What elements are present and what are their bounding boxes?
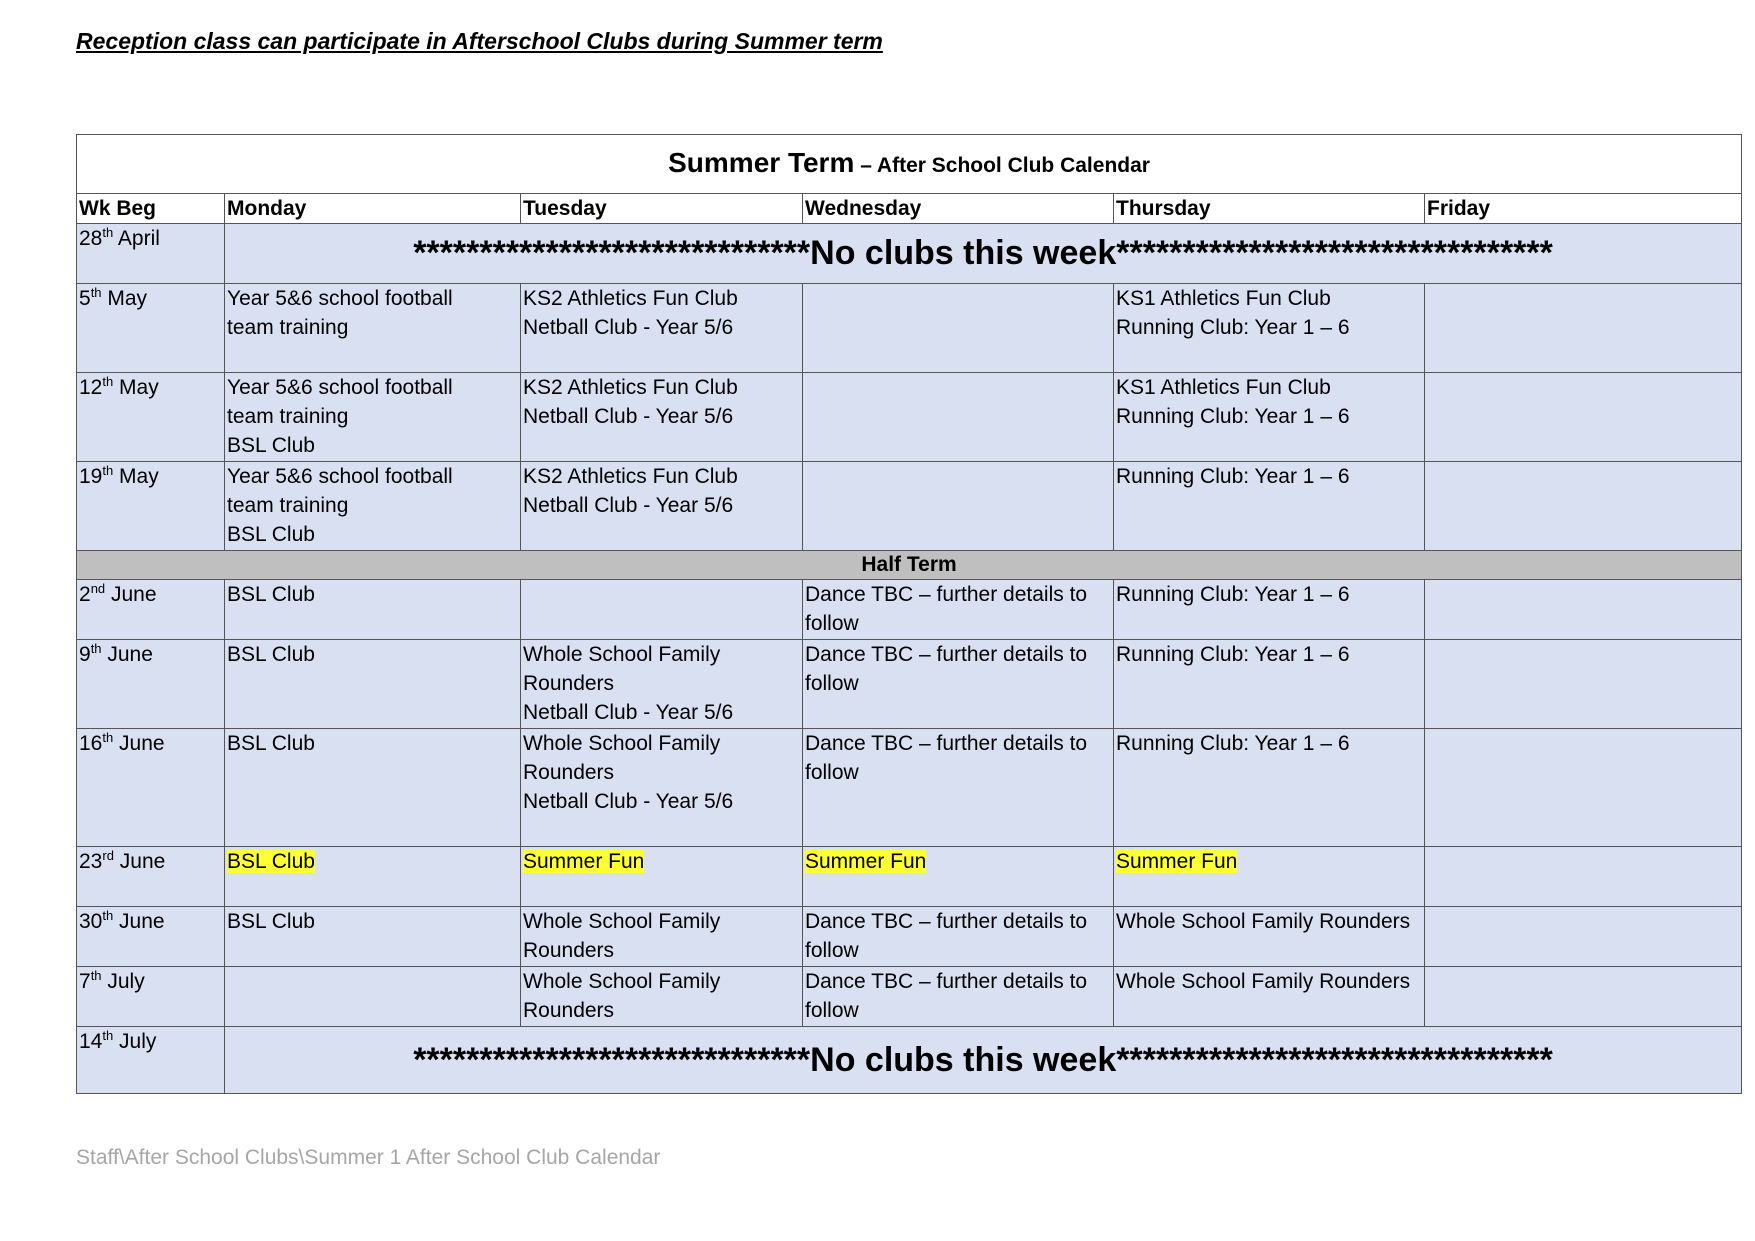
no-clubs-banner: ******************************No clubs this week********************************* (225, 1027, 1742, 1094)
club-cell-tue (521, 284, 803, 373)
club-entry-text: follow (805, 761, 859, 784)
club-entry (805, 609, 1111, 638)
club-entry-text: Running Club: Year 1 – 6 (1116, 465, 1350, 488)
club-entry (523, 907, 800, 936)
header-friday: Friday (1425, 194, 1742, 224)
club-entry-text: Netball Club - Year 5/6 (523, 790, 734, 813)
week-month: June (119, 732, 165, 755)
club-cell-mon (225, 373, 521, 462)
club-entry (523, 729, 800, 758)
club-entry (1116, 462, 1422, 491)
club-entry (1116, 847, 1422, 876)
week-day-suffix: th (102, 374, 114, 389)
club-entry-text: Year 5&6 school football (227, 465, 453, 488)
week-month: July (119, 1030, 157, 1053)
title-row (77, 135, 1742, 194)
club-entry-text: Dance TBC – further details to (805, 732, 1088, 755)
club-entry-text: follow (805, 672, 859, 695)
club-entry-text: follow (805, 612, 859, 635)
club-entry-text: BSL Club (227, 583, 315, 606)
week-month: May (119, 376, 159, 399)
club-cell-thu (1114, 462, 1425, 551)
club-entry-text: follow (805, 939, 859, 962)
week-row (77, 1027, 1742, 1094)
club-entry-text: KS1 Athletics Fun Club (1116, 376, 1331, 399)
week-beginning (77, 284, 225, 373)
club-entry (523, 491, 800, 520)
club-entry (805, 669, 1111, 698)
club-cell-tue (521, 580, 803, 640)
club-entry-text: Dance TBC – further details to (805, 583, 1088, 606)
week-day: 28 (79, 227, 103, 250)
club-cell-fri (1425, 284, 1742, 373)
club-entry (805, 967, 1111, 996)
week-row (77, 640, 1742, 729)
club-entry-text: team training (227, 405, 349, 428)
club-entry (523, 847, 800, 876)
club-entry (523, 284, 800, 313)
calendar-title-main: Summer Term (668, 147, 855, 178)
week-day: 12 (79, 376, 103, 399)
week-day: 23 (79, 850, 103, 873)
club-entry (1116, 967, 1422, 996)
club-cell-mon (225, 907, 521, 967)
club-entry (805, 907, 1111, 936)
week-beginning (77, 580, 225, 640)
club-cell-tue (521, 967, 803, 1027)
club-entry (523, 373, 800, 402)
week-day: 14 (79, 1030, 103, 1053)
club-cell-fri (1425, 847, 1742, 907)
week-day-suffix: th (90, 641, 102, 656)
club-entry (523, 967, 800, 996)
week-day: 2 (79, 583, 91, 606)
club-entry (227, 640, 518, 669)
club-cell-thu (1114, 373, 1425, 462)
club-entry-text: Running Club: Year 1 – 6 (1116, 583, 1350, 606)
club-cell-tue (521, 462, 803, 551)
club-entry-text: Summer Fun (523, 850, 645, 873)
club-entry-text: Dance TBC – further details to (805, 970, 1088, 993)
club-entry-text: Running Club: Year 1 – 6 (1116, 405, 1350, 428)
club-cell-mon (225, 580, 521, 640)
week-month: May (119, 465, 159, 488)
header-wednesday: Wednesday (803, 194, 1114, 224)
club-entry-text: Rounders (523, 672, 615, 695)
page-heading: Reception class can participate in Afterschool Clubs during Summer term (76, 28, 883, 54)
club-cell-wed (803, 967, 1114, 1027)
week-beginning (77, 729, 225, 847)
club-entry (227, 580, 518, 609)
club-cell-thu (1114, 640, 1425, 729)
week-beginning (77, 847, 225, 907)
club-entry (227, 491, 518, 520)
club-cell-mon (225, 967, 521, 1027)
club-entry-text: KS2 Athletics Fun Club (523, 287, 738, 310)
club-entry-text: BSL Club (227, 434, 315, 457)
club-cell-wed (803, 640, 1114, 729)
week-month: June (119, 850, 166, 873)
club-cell-mon (225, 640, 521, 729)
calendar-title (77, 135, 1742, 194)
week-beginning (77, 373, 225, 462)
week-day-suffix: th (102, 730, 114, 745)
club-cell-fri (1425, 462, 1742, 551)
club-entry-text: Dance TBC – further details to (805, 643, 1088, 666)
club-entry (1116, 402, 1422, 431)
week-row (77, 907, 1742, 967)
club-cell-fri (1425, 373, 1742, 462)
week-day-suffix: nd (90, 581, 106, 596)
club-entry-text: follow (805, 999, 859, 1022)
week-day: 16 (79, 732, 103, 755)
week-beginning (77, 1027, 225, 1094)
club-entry-text: Summer Fun (1116, 850, 1238, 873)
club-cell-mon (225, 462, 521, 551)
club-entry-text: Whole School Family (523, 643, 721, 666)
club-entry-text: team training (227, 316, 349, 339)
club-entry (227, 373, 518, 402)
calendar-title-sub: – After School Club Calendar (860, 154, 1150, 177)
week-day-suffix: th (102, 463, 114, 478)
week-day: 7 (79, 970, 91, 993)
club-entry-text: Year 5&6 school football (227, 376, 453, 399)
club-cell-wed (803, 462, 1114, 551)
week-beginning (77, 967, 225, 1027)
club-entry (523, 758, 800, 787)
club-entry-text: Whole School Family (523, 910, 721, 933)
club-entry-text: BSL Club (227, 523, 315, 546)
week-month: June (111, 583, 157, 606)
club-entry (1116, 373, 1422, 402)
club-entry (1116, 580, 1422, 609)
club-entry (523, 996, 800, 1025)
week-row (77, 224, 1742, 284)
header-week: Wk Beg (77, 194, 225, 224)
club-cell-mon (225, 847, 521, 907)
club-cell-wed (803, 729, 1114, 847)
week-day-suffix: th (90, 285, 102, 300)
club-entry-text: BSL Club (227, 732, 315, 755)
week-day-suffix: th (102, 908, 114, 923)
club-entry-text: Rounders (523, 999, 615, 1022)
club-cell-fri (1425, 580, 1742, 640)
club-entry-text: team training (227, 494, 349, 517)
club-entry (805, 996, 1111, 1025)
club-entry-text: Whole School Family (523, 732, 721, 755)
week-beginning (77, 224, 225, 284)
header-thursday: Thursday (1114, 194, 1425, 224)
club-entry-text: Netball Club - Year 5/6 (523, 405, 734, 428)
week-row (77, 284, 1742, 373)
club-cell-wed (803, 907, 1114, 967)
club-cell-wed (803, 373, 1114, 462)
club-entry (227, 847, 518, 876)
club-cell-thu (1114, 967, 1425, 1027)
week-row (77, 847, 1742, 907)
club-entry (523, 787, 800, 816)
header-row (77, 194, 1742, 224)
club-entry (227, 520, 518, 549)
club-entry-text: BSL Club (227, 850, 315, 873)
club-entry (805, 847, 1111, 876)
club-entry-text: BSL Club (227, 643, 315, 666)
club-entry-text: Whole School Family Rounders (1116, 910, 1411, 933)
club-cell-thu (1114, 580, 1425, 640)
club-entry-text: Running Club: Year 1 – 6 (1116, 316, 1350, 339)
week-row (77, 967, 1742, 1027)
club-entry-text: KS1 Athletics Fun Club (1116, 287, 1331, 310)
week-day: 30 (79, 910, 103, 933)
club-entry-text: Rounders (523, 939, 615, 962)
club-entry-text: Dance TBC – further details to (805, 910, 1088, 933)
week-beginning (77, 640, 225, 729)
club-entry-text: Rounders (523, 761, 615, 784)
week-day-suffix: rd (102, 848, 114, 863)
club-cell-wed (803, 284, 1114, 373)
club-entry (523, 669, 800, 698)
club-entry (523, 313, 800, 342)
club-cell-wed (803, 580, 1114, 640)
club-entry (805, 580, 1111, 609)
club-entry (227, 313, 518, 342)
club-entry-text: Whole School Family Rounders (1116, 970, 1411, 993)
club-entry (1116, 284, 1422, 313)
club-entry (523, 402, 800, 431)
week-day-suffix: th (90, 968, 102, 983)
club-entry (227, 462, 518, 491)
club-entry (1116, 313, 1422, 342)
club-cell-fri (1425, 907, 1742, 967)
club-entry (227, 729, 518, 758)
week-row (77, 373, 1742, 462)
club-entry-text: KS2 Athletics Fun Club (523, 465, 738, 488)
half-term-row (77, 551, 1742, 580)
half-term-label: Half Term (77, 551, 1742, 580)
club-entry (227, 907, 518, 936)
club-entry-text: Running Club: Year 1 – 6 (1116, 732, 1350, 755)
club-cell-mon (225, 284, 521, 373)
header-tuesday: Tuesday (521, 194, 803, 224)
club-calendar-table (76, 134, 1742, 1094)
club-cell-mon (225, 729, 521, 847)
club-cell-tue (521, 373, 803, 462)
club-entry (523, 462, 800, 491)
club-cell-tue (521, 907, 803, 967)
club-entry (1116, 729, 1422, 758)
club-cell-tue (521, 847, 803, 907)
header-monday: Monday (225, 194, 521, 224)
club-entry-text: Summer Fun (805, 850, 927, 873)
week-month: May (107, 287, 148, 310)
club-entry-text: KS2 Athletics Fun Club (523, 376, 738, 399)
no-clubs-banner: ******************************No clubs this week********************************* (225, 224, 1742, 284)
file-path-footer: Staff\After School Clubs\Summer 1 After School Club Calendar (76, 1146, 661, 1169)
club-entry (227, 284, 518, 313)
week-day: 9 (79, 643, 91, 666)
club-entry (227, 402, 518, 431)
club-entry (227, 431, 518, 460)
club-cell-thu (1114, 284, 1425, 373)
club-entry (805, 936, 1111, 965)
club-entry-text: Year 5&6 school football (227, 287, 453, 310)
club-entry (805, 640, 1111, 669)
club-cell-thu (1114, 847, 1425, 907)
club-entry-text: Running Club: Year 1 – 6 (1116, 643, 1350, 666)
week-day-suffix: th (102, 225, 114, 240)
club-entry (1116, 640, 1422, 669)
week-month: June (107, 643, 153, 666)
club-cell-thu (1114, 729, 1425, 847)
club-entry (805, 758, 1111, 787)
club-cell-tue (521, 729, 803, 847)
club-entry-text: Netball Club - Year 5/6 (523, 494, 734, 517)
club-entry (1116, 907, 1422, 936)
club-cell-wed (803, 847, 1114, 907)
club-cell-fri (1425, 967, 1742, 1027)
club-entry (523, 640, 800, 669)
club-cell-tue (521, 640, 803, 729)
week-row (77, 580, 1742, 640)
week-month: April (117, 227, 160, 250)
club-entry (523, 936, 800, 965)
club-entry-text: Whole School Family (523, 970, 721, 993)
club-entry-text: Netball Club - Year 5/6 (523, 316, 734, 339)
club-cell-fri (1425, 729, 1742, 847)
week-month: July (107, 970, 145, 993)
week-row (77, 729, 1742, 847)
week-day: 5 (79, 287, 91, 310)
club-entry (805, 729, 1111, 758)
club-cell-fri (1425, 640, 1742, 729)
week-month: June (119, 910, 165, 933)
club-entry-text: Netball Club - Year 5/6 (523, 701, 734, 724)
club-entry (523, 698, 800, 727)
week-day-suffix: th (102, 1028, 114, 1043)
week-beginning (77, 907, 225, 967)
week-row (77, 462, 1742, 551)
week-day: 19 (79, 465, 103, 488)
club-cell-thu (1114, 907, 1425, 967)
club-entry-text: BSL Club (227, 910, 315, 933)
week-beginning (77, 462, 225, 551)
